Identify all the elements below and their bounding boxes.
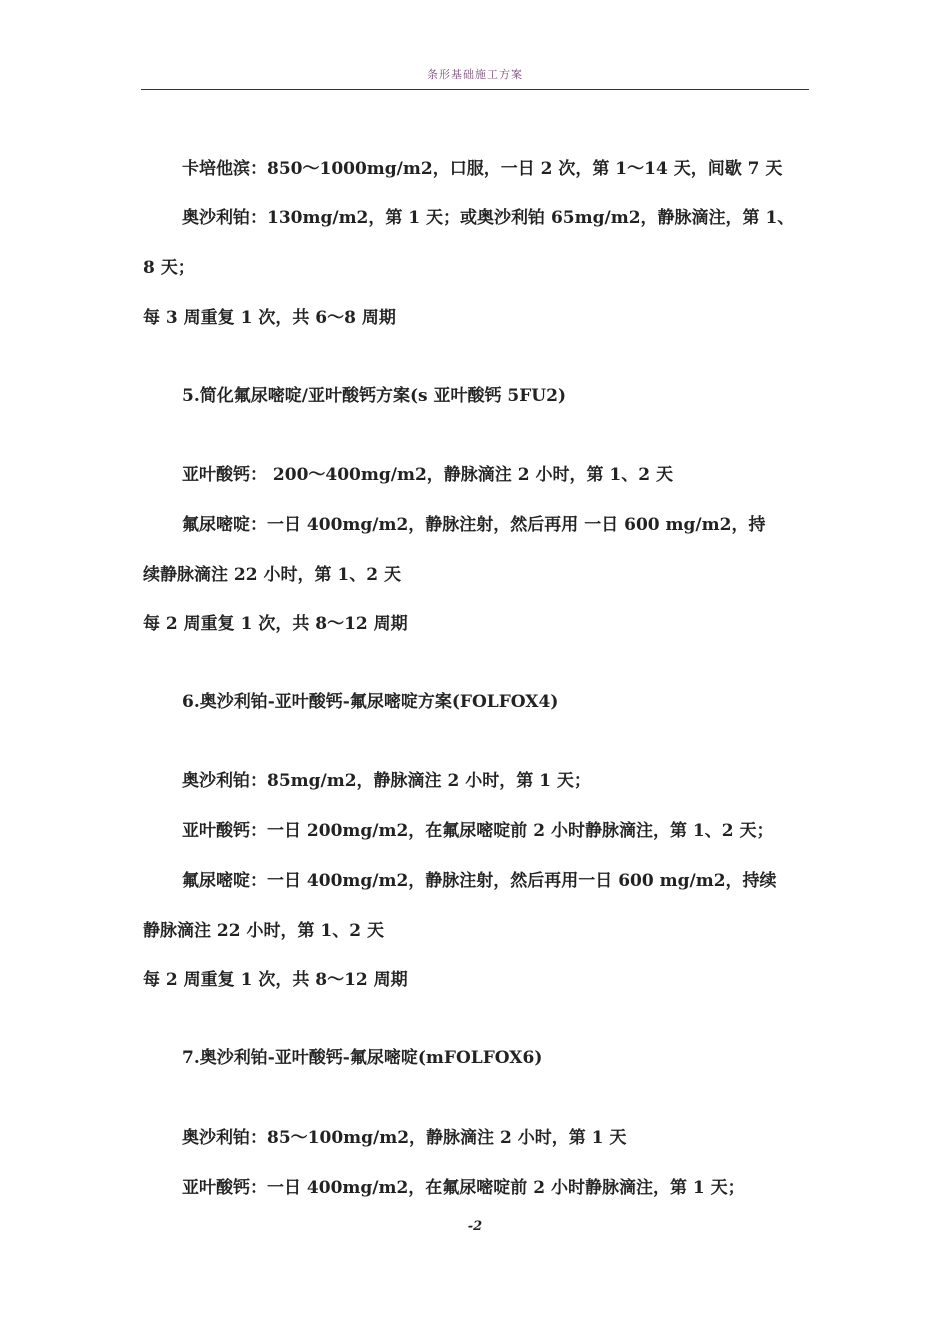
body-line-oxaliplatin-folfox4: 奥沙利铂：85mg/m2，静脉滴注 2 小时，第 1 天；: [182, 771, 591, 791]
body-line-oxaliplatin: 奥沙利铂：130mg/m2，第 1 天；或奥沙利铂 65mg/m2，静脉滴注，第 1、: [182, 208, 795, 228]
header-divider: [141, 89, 809, 90]
page-header-title: 条形基础施工方案: [427, 68, 523, 81]
body-line-fluorouracil-folfox4-cont: 静脉滴注 22 小时，第 1、2 天: [143, 921, 384, 941]
page-number: -2: [467, 1219, 483, 1234]
body-line-fluorouracil-s5fu2-cont: 续静脉滴注 22 小时，第 1、2 天: [143, 565, 401, 585]
body-line-repeat-2wk-b: 每 2 周重复 1 次，共 8～12 周期: [143, 970, 408, 990]
body-line-repeat-2wk-a: 每 2 周重复 1 次，共 8～12 周期: [143, 614, 408, 634]
body-line-leucovorin-mfolfox6: 亚叶酸钙：一日 400mg/m2，在氟尿嘧啶前 2 小时静脉滴注，第 1 天；: [182, 1178, 745, 1198]
body-line-leucovorin-folfox4: 亚叶酸钙：一日 200mg/m2，在氟尿嘧啶前 2 小时静脉滴注，第 1、2 天；: [182, 821, 774, 841]
body-line-fluorouracil-s5fu2: 氟尿嘧啶：一日 400mg/m2，静脉注射，然后再用 一日 600 mg/m2，持: [182, 515, 766, 535]
body-line-capecitabine: 卡培他滨：850～1000mg/m2，口服，一日 2 次，第 1～14 天，间歇 7 天: [182, 159, 783, 179]
body-line-fluorouracil-folfox4: 氟尿嘧啶：一日 400mg/m2，静脉注射，然后再用一日 600 mg/m2，持续: [182, 871, 777, 891]
body-line-oxaliplatin-mfolfox6: 奥沙利铂：85～100mg/m2，静脉滴注 2 小时，第 1 天: [182, 1128, 627, 1148]
section-heading-7: 7.奥沙利铂-亚叶酸钙-氟尿嘧啶(mFOLFOX6): [182, 1048, 543, 1068]
body-line-leucovorin-s5fu2: 亚叶酸钙： 200～400mg/m2，静脉滴注 2 小时，第 1、2 天: [182, 465, 673, 485]
body-line-oxaliplatin-cont: 8 天；: [143, 258, 195, 278]
section-heading-5: 5.简化氟尿嘧啶/亚叶酸钙方案(s 亚叶酸钙 5FU2): [182, 386, 567, 406]
body-line-repeat-3wk: 每 3 周重复 1 次，共 6～8 周期: [143, 308, 396, 328]
section-heading-6: 6.奥沙利铂-亚叶酸钙-氟尿嘧啶方案(FOLFOX4): [182, 692, 559, 712]
